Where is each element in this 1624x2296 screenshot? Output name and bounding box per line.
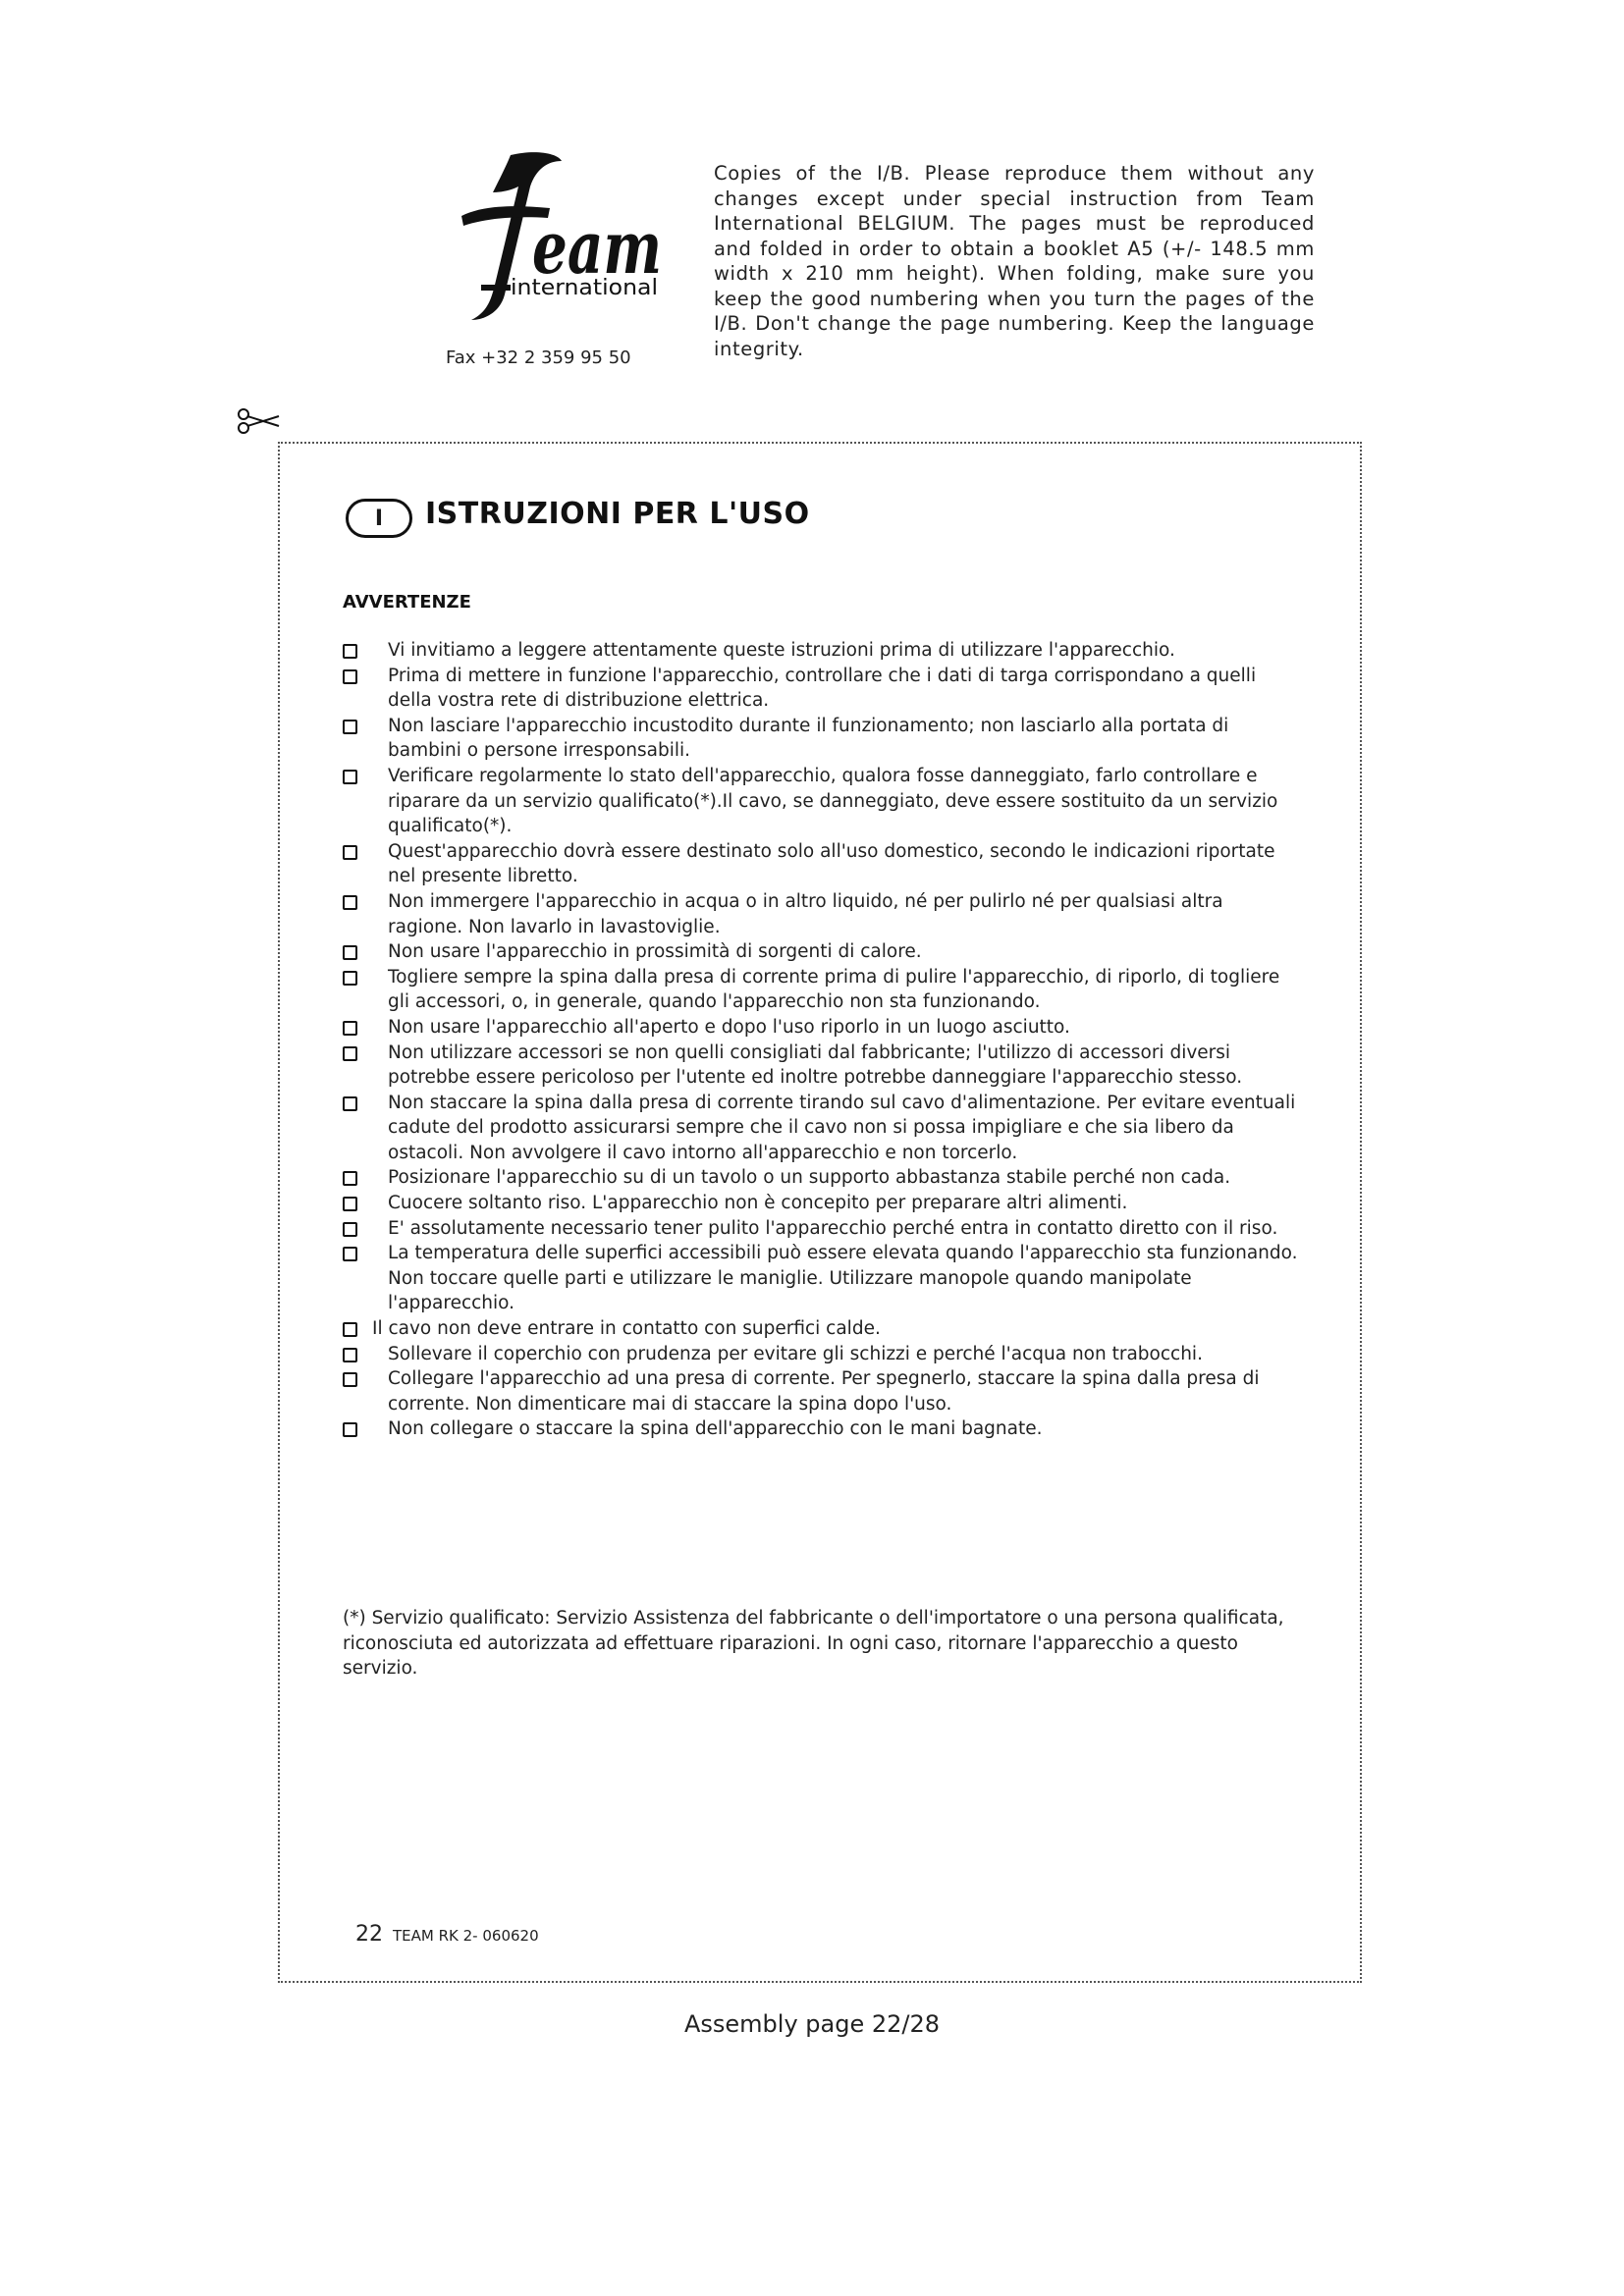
warning-text: Prima di mettere in funzione l'apparecchio, controllare che i dati di targa corrispondano a quelli della vostra rete di distribuzione elettrica. — [388, 665, 1257, 712]
warning-text: Non utilizzare accessori se non quelli consigliati dal fabbricante; l'utilizzo di accessori diversi potrebbe essere pericoloso per l'utente ed inoltre potrebbe danneggiare l'apparecchio stesso. — [388, 1041, 1243, 1089]
warning-item — [343, 1342, 1303, 1367]
warning-item — [343, 1165, 1303, 1191]
warning-text: Verificare regolarmente lo stato dell'apparecchio, qualora fosse danneggiato, farlo controllare e riparare da un servizio qualificato(*).Il cavo, se danneggiato, deve essere sostituito da un servizio qualificato(*). — [388, 765, 1278, 837]
warning-item — [343, 939, 1303, 965]
checkbox-icon — [343, 1021, 357, 1036]
printing-instructions: Copies of the I/B. Please reproduce them without any changes except under special instruction from Team International BELGIUM. The pages must be reproduced and folded in order to obtain a booklet A5 (+/- 148.5 mm width x 210 mm height). When folding, make sure you keep the good numbering when you turn the pages of the I/B. Don't change the page numbering. Keep the language integrity. — [714, 162, 1315, 360]
warning-text: Sollevare il coperchio con prudenza per evitare gli schizzi e perché l'acqua non trabocchi. — [388, 1343, 1203, 1364]
warning-text: Non lasciare l'apparecchio incustodito durante il funzionamento; non lasciarlo alla portata di bambini o persone irresponsabili. — [388, 715, 1229, 762]
warning-item — [343, 839, 1303, 889]
warning-text: E' assolutamente necessario tener pulito l'apparecchio perché entra in contatto diretto con il riso. — [388, 1217, 1278, 1239]
warning-item — [343, 1241, 1303, 1316]
warning-item — [343, 1041, 1303, 1091]
checkbox-icon — [343, 1171, 357, 1186]
checkbox-icon — [343, 669, 357, 684]
checkbox-icon — [343, 1197, 357, 1211]
section-title: ISTRUZIONI PER L'USO — [425, 497, 810, 531]
warning-text: Non collegare o staccare la spina dell'apparecchio con le mani bagnate. — [388, 1418, 1043, 1440]
warning-text: Cuocere soltanto riso. L'apparecchio non è concepito per preparare altri alimenti. — [388, 1193, 1128, 1214]
checkbox-icon — [343, 1096, 357, 1111]
checkbox-icon — [343, 1348, 357, 1362]
warning-text: Vi invitiamo a leggere attentamente queste istruzioni prima di utilizzare l'apparecchio. — [388, 640, 1175, 661]
warning-text: Collegare l'apparecchio ad una presa di corrente. Per spegnerlo, staccare la spina dalla presa di corrente. Non dimenticare mai di staccare la spina dopo l'uso. — [388, 1368, 1260, 1415]
warning-text: Quest'apparecchio dovrà essere destinato solo all'uso domestico, secondo le indicazioni riportate nel presente libretto. — [388, 840, 1275, 887]
warning-item — [343, 714, 1303, 764]
svg-text:eam: eam — [532, 206, 662, 291]
warning-text: Togliere sempre la spina dalla presa di corrente prima di pulire l'apparecchio, di riporlo, di togliere gli accessori, o, in generale, quando l'apparecchio non sta funzionando. — [388, 966, 1280, 1013]
warning-item — [343, 664, 1303, 714]
warning-item — [343, 1015, 1303, 1041]
checkbox-icon — [343, 1247, 357, 1261]
scissors-icon — [236, 404, 281, 438]
warnings-heading: AVVERTENZE — [343, 592, 471, 613]
language-badge: I — [346, 499, 412, 538]
warning-item — [343, 638, 1303, 664]
warning-text: Non usare l'apparecchio all'aperto e dopo l'uso riporlo in un luogo asciutto. — [388, 1016, 1070, 1038]
warning-item — [343, 965, 1303, 1015]
warning-item — [343, 1416, 1303, 1442]
checkbox-icon — [343, 1046, 357, 1061]
warning-item — [343, 889, 1303, 939]
warning-text: Il cavo non deve entrare in contatto con superfici calde. — [372, 1318, 881, 1340]
warning-item — [343, 1091, 1303, 1166]
checkbox-icon — [343, 770, 357, 784]
checkbox-icon — [343, 720, 357, 734]
warning-text: Non usare l'apparecchio in prossimità di sorgenti di calore. — [388, 941, 922, 963]
checkbox-icon — [343, 1422, 357, 1437]
page-number: 22 — [355, 1922, 383, 1947]
document-code: TEAM RK 2- 060620 — [393, 1927, 539, 1945]
warning-item — [343, 1316, 1303, 1342]
checkbox-icon — [343, 895, 357, 910]
warning-text: Posizionare l'apparecchio su di un tavolo o un supporto abbastanza stabile perché non cada. — [388, 1167, 1231, 1189]
warning-list — [343, 638, 1303, 1442]
checkbox-icon — [343, 1372, 357, 1387]
warning-item — [343, 1366, 1303, 1416]
footnote: (*) Servizio qualificato: Servizio Assistenza del fabbricante o dell'importatore o una persona qualificata, riconosciuta ed autorizzata ad effettuare riparazioni. In ogni caso, ritornare l'apparecchio a questo servizio. — [343, 1608, 1284, 1680]
svg-text:international: international — [511, 276, 658, 300]
checkbox-icon — [343, 1222, 357, 1237]
checkbox-icon — [343, 971, 357, 986]
checkbox-icon — [343, 1322, 357, 1337]
checkbox-icon — [343, 644, 357, 659]
warning-text: Non staccare la spina dalla presa di corrente tirando sul cavo d'alimentazione. Per evitare eventuali cadute del prodotto assicurarsi sempre che il cavo non si possa impigliare e che sia libero da ostacoli. Non avvolgere il cavo intorno all'apparecchio e non torcerlo. — [388, 1092, 1296, 1163]
warning-item — [343, 764, 1303, 839]
warning-text: La temperatura delle superfici accessibili può essere elevata quando l'apparecchio sta funzionando. Non toccare quelle parti e utilizzare le maniglie. Utilizzare manopole quando manipolate l'apparecchio. — [388, 1243, 1298, 1314]
assembly-page-label: Assembly page 22/28 — [683, 2010, 941, 2038]
warning-text: Non immergere l'apparecchio in acqua o in altro liquido, né per pulirlo né per qualsiasi altra ragione. Non lavarlo in lavastoviglie. — [388, 890, 1223, 937]
warning-item — [343, 1216, 1303, 1242]
page-footer — [355, 1922, 539, 1947]
team-international-logo — [442, 147, 668, 334]
checkbox-icon — [343, 845, 357, 860]
fax-number: Fax +32 2 359 95 50 — [446, 347, 631, 368]
warning-item — [343, 1191, 1303, 1216]
checkbox-icon — [343, 945, 357, 960]
